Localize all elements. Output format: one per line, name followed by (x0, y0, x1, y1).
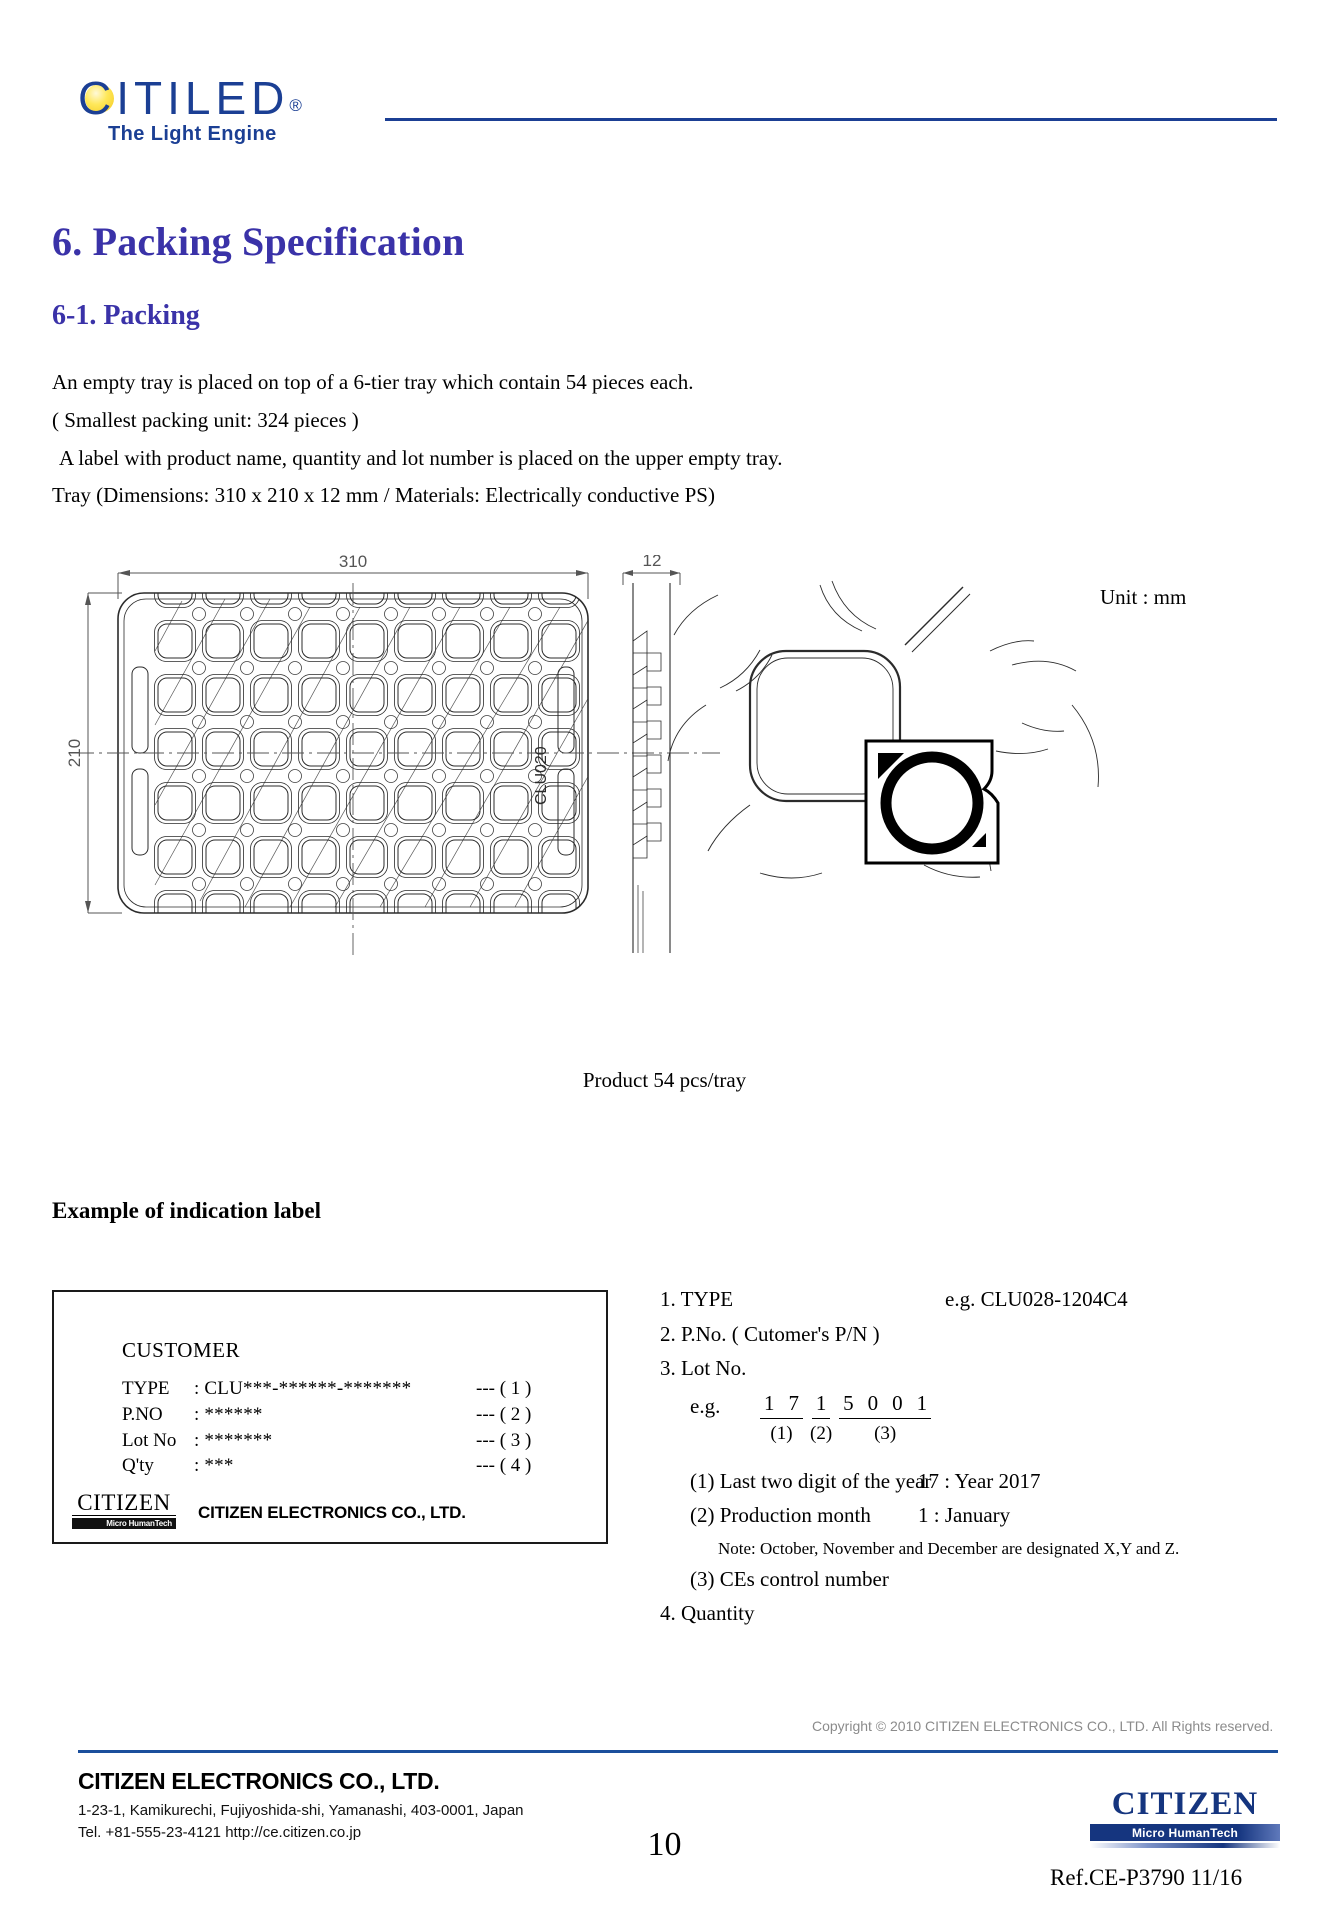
intro-line-2: ( Smallest packing unit: 324 pieces ) (52, 407, 359, 432)
footer-address-line-2: Tel. +81-555-23-4121 http://ce.citizen.co.jp (78, 1823, 362, 1841)
drawing-caption: Product 54 pcs/tray (582, 1068, 747, 1092)
dimension-12 (623, 570, 680, 585)
unit-note: Unit : mm (1100, 585, 1187, 609)
citizen-logo-footer-word: CITIZEN (1111, 1786, 1259, 1822)
lot-group-3-digits (839, 1392, 931, 1419)
lot-group-1-digits (760, 1392, 803, 1419)
intro-text-block (52, 370, 1052, 521)
copyright-notice: Copyright © 2010 CITIZEN ELECTRONICS CO., LTD. All Rights reserved. (812, 1718, 1274, 1734)
lot-digit: 5 (843, 1390, 854, 1415)
tray-marking-label: CLU020 (533, 746, 550, 805)
lot-number-breakdown (660, 1392, 1280, 1468)
page-header (0, 0, 1329, 165)
legend-item-type-example: e.g. CLU028-1204C4 (945, 1287, 1128, 1311)
label-company-name: CITIZEN ELECTRONICS CO., LTD. (198, 1503, 466, 1522)
citizen-logo-small-bar (72, 1518, 176, 1529)
dimension-12-label: 12 (642, 555, 662, 570)
citizen-logo-small-tagline: Micro HumanTech (106, 1519, 172, 1528)
label-value-pno: : ****** (194, 1403, 263, 1425)
legend-item-type (660, 1288, 1280, 1312)
legend-item-pno: 2. P.No. ( Cutomer's P/N ) (660, 1321, 880, 1346)
lot-groups (760, 1392, 931, 1445)
label-ref-qty: --- ( 4 ) (476, 1455, 532, 1477)
intro-line-1: An empty tray is placed on top of a 6-tier tray which contain 54 pieces each. (52, 370, 694, 394)
label-value-qty: : *** (194, 1455, 234, 1477)
lot-digit: 1 (916, 1390, 928, 1415)
subsection-title: 6-1. Packing (52, 300, 200, 331)
citizen-logo-small (72, 1491, 176, 1529)
tray-technical-drawing (60, 555, 1270, 965)
tray-pocket-lattice (155, 567, 591, 932)
lot-group-1 (760, 1392, 803, 1445)
citizen-logo-small-word: CITIZEN (72, 1491, 176, 1516)
tray-side-view (633, 583, 670, 953)
dimension-210-label: 210 (65, 738, 84, 768)
indication-label-example (52, 1290, 608, 1544)
lot-digit: 0 (867, 1390, 879, 1415)
dimension-310-label: 310 (338, 555, 368, 571)
lot-group-1-index: (1) (770, 1422, 793, 1444)
label-ref-pno: --- ( 2 ) (476, 1403, 532, 1425)
example-label-heading: Example of indication label (52, 1198, 321, 1223)
registered-trademark-icon: ® (289, 96, 302, 115)
label-key-lotno: Lot No (122, 1429, 177, 1451)
citizen-logo-footer-swoosh-icon (1090, 1843, 1280, 1848)
label-key-type: TYPE (122, 1378, 170, 1399)
header-divider (385, 118, 1277, 121)
label-value-type: : CLU***-******-******* (194, 1378, 412, 1399)
lot-group-2-index: (2) (810, 1422, 833, 1444)
label-customer-field: CUSTOMER (122, 1338, 240, 1362)
document-reference: Ref.CE-P3790 11/16 (1050, 1865, 1243, 1890)
legend-note-month (660, 1504, 1280, 1528)
lot-digit: 1 (815, 1390, 827, 1415)
citiled-logo (78, 72, 338, 160)
lot-group-2-digits (812, 1392, 831, 1419)
legend-item-lotno: 3. Lot No. (660, 1356, 747, 1381)
citizen-logo-footer-bar (1090, 1824, 1280, 1841)
citizen-logo-footer-tagline: Micro HumanTech (1131, 1825, 1239, 1840)
citiled-wordmark-text: CITILED (78, 72, 290, 124)
label-row-pno (122, 1402, 562, 1428)
footer-divider (78, 1750, 1278, 1753)
label-row-qty (122, 1453, 562, 1479)
tray-drawing-svg (60, 555, 1270, 965)
footer-address-line-1: 1-23-1, Kamikurechi, Fujiyoshida-shi, Yamanashi, 403-0001, Japan (78, 1802, 524, 1819)
intro-line-3: A label with product name, quantity and lot number is placed on the upper empty tray. (59, 445, 783, 470)
page-number: 10 (647, 1826, 682, 1863)
citiled-wordmark (78, 72, 302, 124)
legend-note-year (660, 1470, 1280, 1494)
legend-note-months: Note: October, November and December are designated X,Y and Z. (718, 1538, 1180, 1558)
legend-item-quantity: 4. Quantity (660, 1601, 755, 1626)
label-footer (72, 1491, 466, 1529)
legend-note-year-value: 17 : Year 2017 (918, 1468, 1041, 1493)
lot-group-3 (839, 1392, 931, 1445)
lot-example-label: e.g. (690, 1393, 721, 1418)
lot-group-2 (810, 1392, 832, 1445)
citizen-logo-footer (1090, 1788, 1280, 1848)
pocket-detail-view (668, 581, 1098, 878)
legend-item-type-label: 1. TYPE (660, 1287, 734, 1311)
label-row-lotno (122, 1428, 562, 1454)
label-row-type (122, 1376, 562, 1402)
section-title: 6. Packing Specification (52, 219, 465, 264)
center-lines (72, 583, 720, 955)
label-key-qty: Q'ty (122, 1455, 154, 1477)
intro-line-4: Tray (Dimensions: 310 x 210 x 12 mm / Materials: Electrically conductive PS) (52, 483, 715, 508)
footer-company-name: CITIZEN ELECTRONICS CO., LTD. (78, 1768, 440, 1794)
citiled-tagline: The Light Engine (108, 123, 277, 145)
label-key-pno: P.NO (122, 1403, 163, 1425)
label-ref-lotno: --- ( 3 ) (476, 1429, 532, 1451)
lot-digit: 7 (788, 1390, 799, 1415)
label-field-rows (122, 1376, 562, 1479)
legend-note-control: (3) CEs control number (690, 1566, 889, 1591)
label-legend (660, 1288, 1280, 1637)
lot-digit: 0 (892, 1390, 903, 1415)
lot-digit: 1 (764, 1390, 775, 1415)
led-component-detail (866, 741, 998, 863)
legend-note-month-label: (2) Production month (690, 1503, 871, 1528)
legend-note-month-value: 1 : January (918, 1503, 1011, 1528)
lot-group-3-index: (3) (874, 1422, 897, 1444)
label-value-lotno: : ******* (194, 1429, 273, 1451)
legend-note-year-label: (1) Last two digit of the year (690, 1468, 932, 1493)
label-ref-type: --- ( 1 ) (476, 1378, 532, 1399)
